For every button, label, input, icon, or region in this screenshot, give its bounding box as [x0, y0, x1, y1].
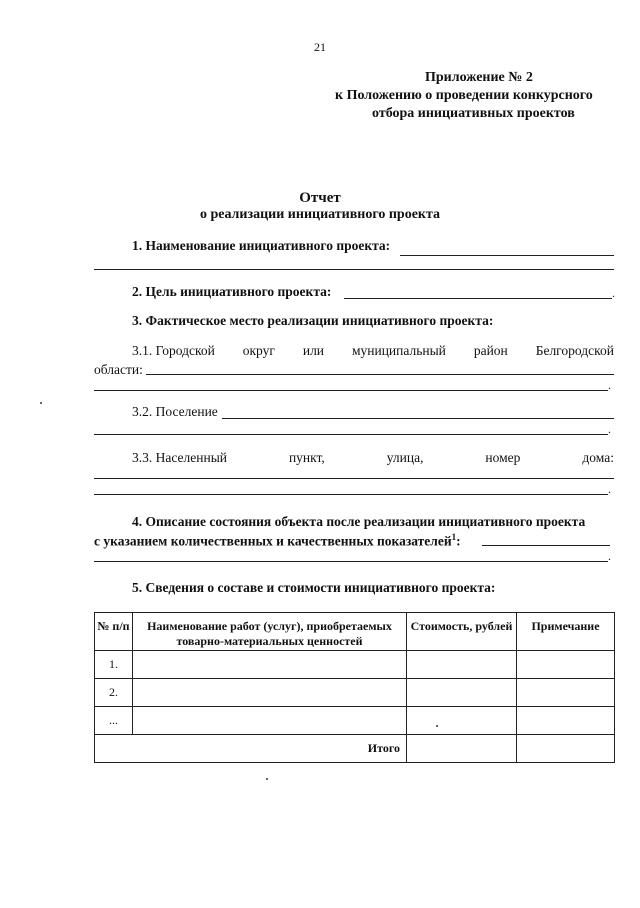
scan-speck [436, 725, 438, 727]
scan-speck [266, 778, 268, 780]
row-cost-cell[interactable] [407, 679, 517, 707]
word: 3.3. Населенный [132, 450, 227, 465]
section-4-label-line-1: 4. Описание состояния объекта после реализации инициативного проекта [132, 514, 586, 529]
section-3-3-line [132, 450, 614, 466]
row-name-cell[interactable] [133, 679, 407, 707]
section-3-1-line [132, 343, 614, 359]
row-note-cell[interactable] [517, 679, 615, 707]
report-title: Отчет [299, 190, 341, 206]
word: пункт, [288, 450, 325, 465]
section-3-label: 3. Фактическое место реализации инициативного проекта: [132, 313, 494, 328]
total-note-cell[interactable] [517, 735, 615, 763]
description-line-2[interactable] [94, 561, 608, 562]
header-cost: Стоимость, рублей [407, 613, 517, 651]
section-2-label: 2. Цель инициативного проекта: [132, 284, 332, 299]
row-cost-cell[interactable] [407, 707, 517, 735]
header-name: Наименование работ (услуг), приобретаемых товарно-материальных ценностей [133, 613, 407, 651]
page-number: 21 [314, 40, 326, 54]
row-number: 1. [95, 651, 133, 679]
row-cost-cell[interactable] [407, 651, 517, 679]
address-line-2[interactable] [94, 494, 608, 495]
project-cost-table [94, 612, 615, 763]
row-name-cell[interactable] [133, 651, 407, 679]
row-number: 2. [95, 679, 133, 707]
section-3-2-label: 3.2. Поселение [132, 404, 218, 419]
appendix-title: Приложение № 2 [425, 70, 533, 85]
header-note: Примечание [517, 613, 615, 651]
footnote-mark: 1 [451, 532, 457, 542]
region-line-2[interactable] [94, 390, 608, 391]
address-line[interactable] [94, 478, 614, 479]
word: или [302, 343, 325, 358]
word: Белгородской [535, 343, 614, 358]
settlement-line-2[interactable] [94, 434, 608, 435]
row-number: ... [95, 707, 133, 735]
section-3-1-continuation: области: [94, 362, 143, 377]
settlement-line[interactable] [222, 418, 614, 419]
period-mark: . [608, 549, 611, 563]
scan-speck [40, 402, 42, 404]
table-row [95, 707, 615, 735]
word: дома: [582, 450, 614, 465]
table-header-row [95, 613, 615, 651]
word: 3.1. Городской [132, 343, 215, 358]
total-cost-cell[interactable] [407, 735, 517, 763]
word: муниципальный [351, 343, 446, 358]
appendix-reference-line-1: к Положению о проведении конкурсного [335, 88, 593, 103]
report-subtitle: о реализации инициативного проекта [199, 207, 441, 222]
row-name-cell[interactable] [133, 707, 407, 735]
table-row [95, 651, 615, 679]
period-mark: . [608, 422, 611, 436]
appendix-reference-line-2: отбора инициативных проектов [372, 106, 575, 121]
section-4-label-line-2: с указанием количественных и качественных показателей$^1$: [94, 532, 461, 549]
header-num: № п/п [95, 613, 133, 651]
period-mark: . [608, 378, 611, 392]
row-note-cell[interactable] [517, 651, 615, 679]
project-name-line-2[interactable] [94, 269, 614, 270]
row-note-cell[interactable] [517, 707, 615, 735]
period-mark: . [612, 286, 615, 300]
region-line[interactable] [146, 374, 614, 375]
project-goal-line[interactable] [344, 298, 612, 299]
period-mark: . [608, 482, 611, 496]
word: район [473, 343, 508, 358]
total-label: Итого [95, 735, 407, 763]
word: округ [242, 343, 275, 358]
section-5-label: 5. Сведения о составе и стоимости инициативного проекта: [132, 580, 496, 595]
description-line[interactable] [482, 545, 610, 546]
project-name-line[interactable] [400, 255, 614, 256]
section-1-label: 1. Наименование инициативного проекта: [132, 238, 391, 253]
word: номер [485, 450, 521, 465]
word: улица, [386, 450, 424, 465]
table-row [95, 679, 615, 707]
table-total-row [95, 735, 615, 763]
